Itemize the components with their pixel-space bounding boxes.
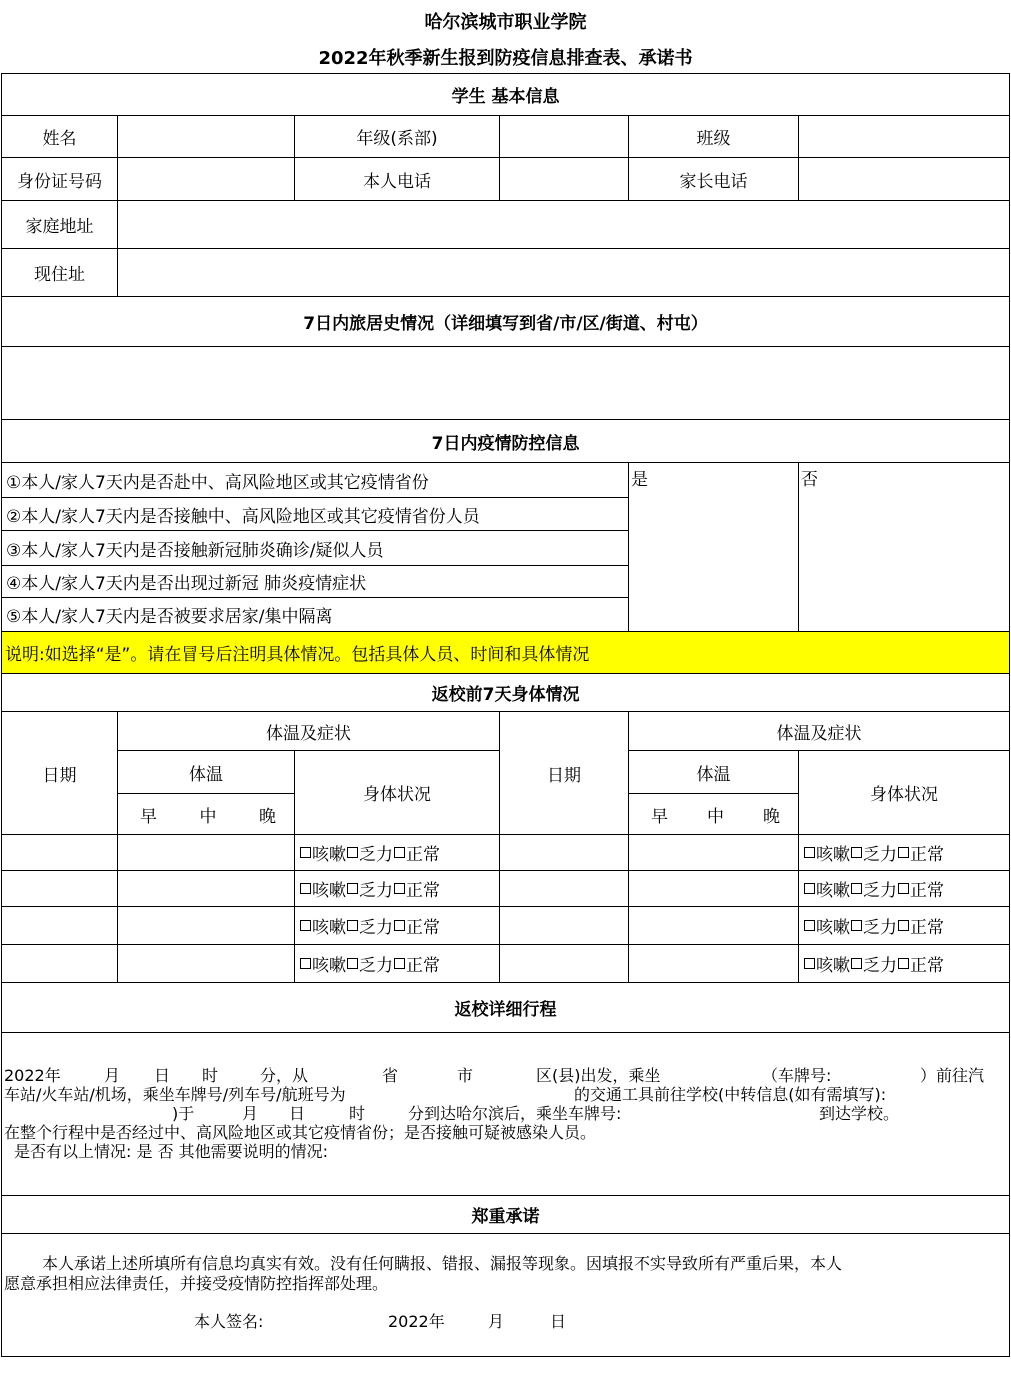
normal-label: 正常 <box>406 956 440 976</box>
checkbox-fatigue[interactable] <box>347 920 358 931</box>
date-field[interactable] <box>500 871 629 907</box>
section-health: 返校前7天身体情况 <box>2 674 1010 712</box>
checkbox-cough[interactable] <box>300 883 311 894</box>
sign-month: 月 <box>488 1312 505 1331</box>
condition-options <box>799 871 1010 907</box>
trip-hour: 时 <box>202 1066 219 1085</box>
school-name: 哈尔滨城市职业学院 <box>424 12 587 33</box>
date-field[interactable] <box>500 907 629 945</box>
current-address-label: 现住址 <box>2 249 118 297</box>
cough-label: 咳嗽 <box>312 956 346 976</box>
question-2: ②本人/家人7天内是否接触中、高风险地区或其它疫情省份人员 <box>2 498 629 531</box>
id-number-label: 身份证号码 <box>2 158 118 201</box>
checkbox-normal[interactable] <box>394 847 405 858</box>
condition-header-right: 身体状况 <box>799 751 1010 835</box>
condition-options <box>799 907 1010 945</box>
temp-field[interactable] <box>118 835 295 871</box>
evening-label: 晚 <box>763 806 780 827</box>
no-column[interactable]: 否 <box>799 463 1010 632</box>
trip-to-station: ）前往汽 <box>920 1066 985 1085</box>
date-field[interactable] <box>2 907 118 945</box>
fatigue-label: 乏力 <box>359 956 393 976</box>
name-field[interactable] <box>118 116 295 158</box>
evening-label: 晚 <box>259 806 276 827</box>
home-address-field[interactable] <box>118 201 1010 249</box>
date-header-left: 日期 <box>2 712 118 835</box>
cough-label: 咳嗽 <box>312 881 346 901</box>
home-address-label: 家庭地址 <box>2 201 118 249</box>
checkbox-cough[interactable] <box>804 847 815 858</box>
section-promise: 郑重承诺 <box>2 1196 1010 1234</box>
temp-field[interactable] <box>629 871 799 907</box>
checkbox-cough[interactable] <box>804 883 815 894</box>
fatigue-label: 乏力 <box>359 845 393 865</box>
trip-province: 省 <box>382 1066 399 1085</box>
normal-label: 正常 <box>910 956 944 976</box>
checkbox-cough[interactable] <box>300 847 311 858</box>
morning-label: 早 <box>140 806 157 827</box>
condition-options <box>295 871 500 907</box>
checkbox-normal[interactable] <box>394 920 405 931</box>
checkbox-normal[interactable] <box>394 883 405 894</box>
grade-field[interactable] <box>500 116 629 158</box>
temp-symptom-header-left: 体温及症状 <box>118 712 500 751</box>
name-label: 姓名 <box>2 116 118 158</box>
current-address-field[interactable] <box>118 249 1010 297</box>
date-field[interactable] <box>500 835 629 871</box>
date-field[interactable] <box>2 945 118 983</box>
temp-field[interactable] <box>118 907 295 945</box>
cough-label: 咳嗽 <box>312 918 346 938</box>
trip-line-2b: 的交通工具前往学校(中转信息(如有需填写): <box>574 1085 887 1104</box>
normal-label: 正常 <box>910 881 944 901</box>
condition-options <box>799 945 1010 983</box>
noon-label: 中 <box>707 806 724 827</box>
condition-options <box>295 835 500 871</box>
signature-label: 本人签名: <box>194 1312 264 1331</box>
checkbox-normal[interactable] <box>898 883 909 894</box>
fatigue-label: 乏力 <box>863 956 897 976</box>
condition-options <box>799 835 1010 871</box>
date-field[interactable] <box>2 835 118 871</box>
noon-label: 中 <box>199 806 217 827</box>
trip-day: 日 <box>154 1066 171 1085</box>
temp-field[interactable] <box>629 907 799 945</box>
section-epidemic-info: 7日内疫情防控信息 <box>2 420 1010 463</box>
checkbox-normal[interactable] <box>898 920 909 931</box>
trip-district-depart: 区(县)出发，乘坐 <box>536 1066 661 1085</box>
cough-label: 咳嗽 <box>312 845 346 865</box>
checkbox-fatigue[interactable] <box>347 847 358 858</box>
trip-city: 市 <box>457 1066 474 1085</box>
time-of-day-left <box>118 794 295 835</box>
section-travel-history: 7日内旅居史情况（详细填写到省/市/区/街道、村屯） <box>2 297 1010 347</box>
normal-label: 正常 <box>910 918 944 938</box>
checkbox-cough[interactable] <box>804 920 815 931</box>
travel-history-field[interactable] <box>2 347 1010 420</box>
trip-arrive-at: )于 <box>172 1104 195 1123</box>
normal-label: 正常 <box>406 845 440 865</box>
yes-column[interactable]: 是 <box>629 463 799 632</box>
note-highlight: 说明:如选择“是”。请在冒号后注明具体情况。包括具体人员、时间和具体情况 <box>2 632 1010 674</box>
id-number-field[interactable] <box>118 158 295 201</box>
promise-text <box>2 1234 1010 1357</box>
trip-month: 月 <box>104 1066 121 1085</box>
promise-line-2: 愿意承担相应法律责任，并接受疫情防控指挥部处理。 <box>4 1274 389 1293</box>
condition-header-left: 身体状况 <box>295 751 500 835</box>
section-itinerary: 返校详细行程 <box>2 983 1010 1033</box>
form-title: 2022年秋季新生报到防疫信息排查表、承诺书 <box>318 48 693 69</box>
temp-field[interactable] <box>629 945 799 983</box>
question-3: ③本人/家人7天内是否接触新冠肺炎确诊/疑似人员 <box>2 531 629 566</box>
fatigue-label: 乏力 <box>863 845 897 865</box>
promise-line-1: 本人承诺上述所填所有信息均真实有效。没有任何瞒报、错报、漏报等现象。因填报不实导致所有严重后果，本人 <box>42 1254 843 1273</box>
checkbox-fatigue[interactable] <box>851 847 862 858</box>
checkbox-cough[interactable] <box>300 958 311 969</box>
temp-header-left: 体温 <box>118 751 295 794</box>
class-label: 班级 <box>629 116 799 158</box>
checkbox-fatigue[interactable] <box>851 920 862 931</box>
sign-day: 日 <box>550 1312 567 1331</box>
checkbox-cough[interactable] <box>804 958 815 969</box>
trip-minute-from: 分，从 <box>260 1066 309 1085</box>
trip-arrive-day: 日 <box>289 1104 306 1123</box>
morning-label: 早 <box>651 806 668 827</box>
question-4: ④本人/家人7天内是否出现过新冠 肺炎疫情症状 <box>2 566 629 598</box>
time-of-day-right <box>629 794 799 835</box>
checkbox-cough[interactable] <box>300 920 311 931</box>
temp-field[interactable] <box>629 835 799 871</box>
cough-label: 咳嗽 <box>816 845 850 865</box>
trip-line-5: 是否有以上情况: 是 否 其他需要说明的情况: <box>14 1142 329 1161</box>
checkbox-fatigue[interactable] <box>347 883 358 894</box>
phone-label: 本人电话 <box>295 158 500 201</box>
fatigue-label: 乏力 <box>863 881 897 901</box>
trip-line-4: 在整个行程中是否经过中、高风险地区或其它疫情省份；是否接触可疑被感染人员。 <box>4 1123 597 1142</box>
cough-label: 咳嗽 <box>816 881 850 901</box>
trip-year: 2022年 <box>4 1066 61 1085</box>
temp-symptom-header-right: 体温及症状 <box>629 712 1010 751</box>
trip-line-2: 车站/火车站/机场，乘坐车牌号/列车号/航班号为 <box>4 1085 346 1104</box>
date-field[interactable] <box>2 871 118 907</box>
trip-arrive-hour: 时 <box>349 1104 366 1123</box>
cough-label: 咳嗽 <box>816 956 850 976</box>
registration-form <box>1 73 1010 1357</box>
temp-field[interactable] <box>118 945 295 983</box>
condition-options <box>295 907 500 945</box>
normal-label: 正常 <box>910 845 944 865</box>
fatigue-label: 乏力 <box>359 918 393 938</box>
checkbox-fatigue[interactable] <box>347 958 358 969</box>
normal-label: 正常 <box>406 881 440 901</box>
phone-field[interactable] <box>500 158 629 201</box>
class-field[interactable] <box>799 116 1010 158</box>
normal-label: 正常 <box>406 918 440 938</box>
itinerary-text[interactable] <box>2 1033 1010 1196</box>
condition-options <box>295 945 500 983</box>
trip-arrive-month: 月 <box>242 1104 259 1123</box>
trip-plate-label: （车牌号: <box>762 1066 832 1085</box>
checkbox-normal[interactable] <box>898 847 909 858</box>
fatigue-label: 乏力 <box>863 918 897 938</box>
cough-label: 咳嗽 <box>816 918 850 938</box>
checkbox-normal[interactable] <box>394 958 405 969</box>
fatigue-label: 乏力 <box>359 881 393 901</box>
checkbox-fatigue[interactable] <box>851 958 862 969</box>
date-field[interactable] <box>500 945 629 983</box>
question-5: ⑤本人/家人7天内是否被要求居家/集中隔离 <box>2 598 629 632</box>
trip-arrive-school: 到达学校。 <box>819 1104 900 1123</box>
parent-phone-field[interactable] <box>799 158 1010 201</box>
grade-label: 年级(系部) <box>295 116 500 158</box>
checkbox-fatigue[interactable] <box>851 883 862 894</box>
temp-field[interactable] <box>118 871 295 907</box>
sign-year: 2022年 <box>388 1312 445 1331</box>
section-basic-info: 学生 基本信息 <box>2 74 1010 116</box>
temp-header-right: 体温 <box>629 751 799 794</box>
date-header-right: 日期 <box>500 712 629 835</box>
checkbox-normal[interactable] <box>898 958 909 969</box>
question-1: ①本人/家人7天内是否赴中、高风险地区或其它疫情省份 <box>2 463 629 498</box>
parent-phone-label: 家长电话 <box>629 158 799 201</box>
trip-arrive-minute: 分到达哈尔滨后，乘坐车牌号: <box>408 1104 622 1123</box>
